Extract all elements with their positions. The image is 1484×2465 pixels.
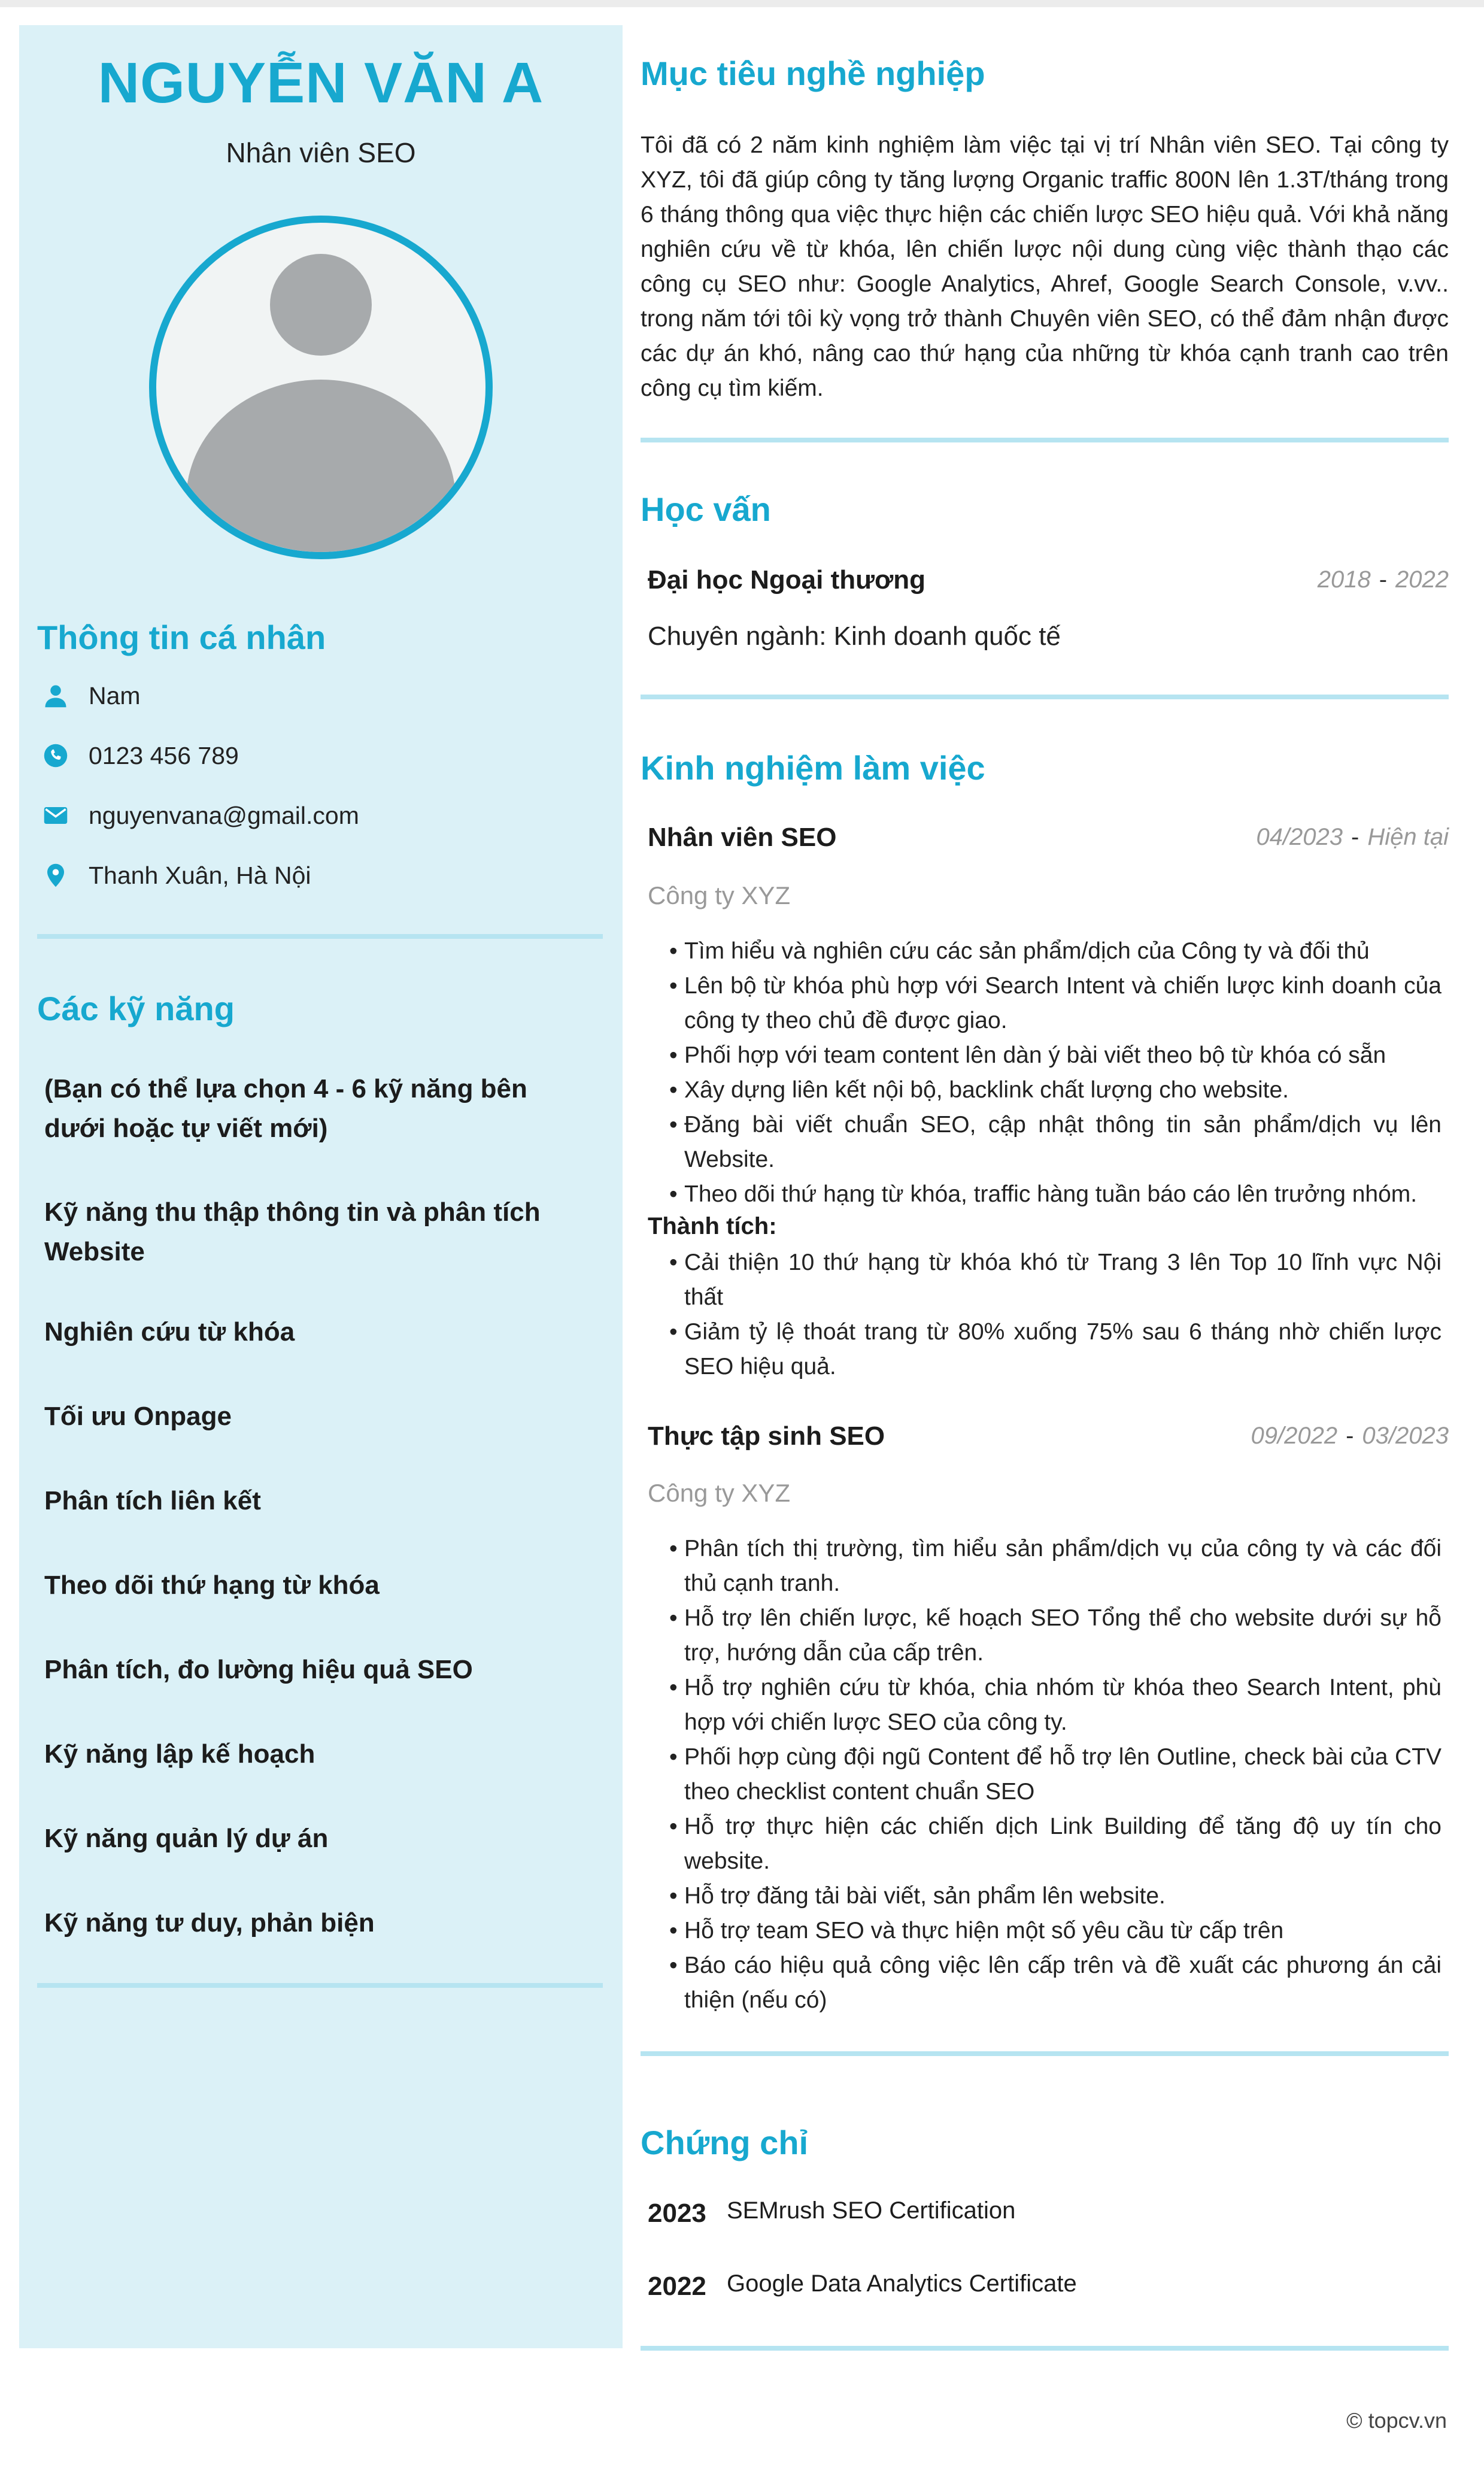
education-heading: Học vấn [641, 490, 771, 528]
avatar-head-shape [270, 254, 372, 356]
education-start: 2018 [1317, 566, 1371, 593]
school-name: Đại học Ngoại thương [648, 565, 926, 595]
person-icon [43, 683, 68, 708]
skill-item: Phân tích liên kết [44, 1486, 261, 1515]
skill-item: (Bạn có thể lựa chọn 4 - 6 kỹ năng bên dưới hoặc tự viết mới) [44, 1074, 527, 1143]
experience-heading: Kinh nghiệm làm việc [641, 749, 985, 787]
info-row-gender [43, 678, 141, 714]
objective-text: Tôi đã có 2 năm kinh nghiệm làm việc tại vị trí Nhân viên SEO. Tại công ty XYZ, tôi đã giúp công ty tăng lượng Organic traffic 800N lên 1.3T/tháng trong 6 tháng thông qua việc thực hiện các chiến lược SEO hiệu quả. Với khả năng nghiên cứu về từ khóa, lên chiến lược nội dung cùng việc thành thạo các công cụ SEO như: Google Analytics, Ahref, Google Search Console, v.vv.. trong năm tới tôi kỳ vọng trở thành Chuyên viên SEO, có thể đảm nhận được các dự án khó, nâng cao thứ hạng của những từ khóa cạnh tranh cao trên công cụ tìm kiếm. [641, 132, 1449, 401]
job-title: Nhân viên SEO [648, 823, 837, 852]
job-company: Công ty XYZ [648, 881, 791, 909]
objective-heading: Mục tiêu nghề nghiệp [641, 54, 985, 92]
left-sidebar [19, 25, 623, 2348]
list-item: • Lên bộ từ khóa phù hợp với Search Intent và chiến lược kinh doanh của công ty theo chủ đề được giao. [669, 969, 1441, 1038]
list-item: • Hỗ trợ nghiên cứu từ khóa, chia nhóm từ khóa theo Search Intent, phù hợp với chiến lược SEO của công ty. [669, 1670, 1441, 1740]
education-dates [1318, 566, 1449, 593]
list-item: • Giảm tỷ lệ thoát trang từ 80% xuống 75% sau 6 tháng nhờ chiến lược SEO hiệu quả. [669, 1315, 1441, 1384]
list-item: • Hỗ trợ đăng tải bài viết, sản phẩm lên website. [669, 1879, 1441, 1914]
personal-info-heading: Thông tin cá nhân [37, 618, 326, 656]
list-item: • Tìm hiểu và nghiên cứu các sản phẩm/dịch của Công ty và đối thủ [669, 934, 1441, 969]
divider [641, 695, 1449, 699]
candidate-role: Nhân viên SEO [226, 137, 416, 168]
avatar [149, 216, 493, 559]
job-task-list [669, 934, 1441, 1212]
certificate-name: SEMrush SEO Certification [727, 2197, 1016, 2224]
skill-item: Tối ưu Onpage [44, 1402, 232, 1431]
list-item: • Phân tích thị trường, tìm hiểu sản phẩm/dịch vụ của công ty và các đối thủ cạnh tranh. [669, 1532, 1441, 1601]
skill-item: Kỹ năng quản lý dự án [44, 1824, 329, 1853]
list-item: • Theo dõi thứ hạng từ khóa, traffic hàng tuần báo cáo lên trưởng nhóm. [669, 1177, 1441, 1212]
info-row-email [43, 798, 359, 833]
education-major: Chuyên ngành: Kinh doanh quốc tế [648, 621, 1061, 651]
location-icon [43, 863, 68, 888]
info-row-location [43, 857, 311, 893]
list-item: • Hỗ trợ thực hiện các chiến dịch Link Building để tăng độ uy tín cho website. [669, 1809, 1441, 1879]
gender-value: Nam [89, 681, 141, 710]
footer-credit: © topcv.vn [1346, 2408, 1447, 2433]
info-row-phone [43, 738, 239, 774]
skills-heading: Các kỹ năng [37, 990, 235, 1027]
avatar-body-shape [186, 380, 456, 559]
job-dates [1256, 824, 1449, 851]
list-item: • Báo cáo hiệu quả công việc lên cấp trên và đề xuất các phương án cải thiện (nếu có) [669, 1948, 1441, 2018]
certificate-year: 2023 [648, 2199, 706, 2228]
list-item: • Đăng bài viết chuẩn SEO, cập nhật thông tin sản phẩm/dịch vụ lên Website. [669, 1108, 1441, 1177]
location-value: Thanh Xuân, Hà Nội [89, 861, 311, 889]
list-item: • Hỗ trợ team SEO và thực hiện một số yêu cầu từ cấp trên [669, 1914, 1441, 1948]
job-start: 09/2022 [1251, 1423, 1338, 1449]
phone-icon [43, 743, 68, 768]
date-separator: - [1346, 1423, 1354, 1449]
list-item: • Hỗ trợ lên chiến lược, kế hoạch SEO Tổng thể cho website dưới sự hỗ trợ, hướng dẫn của cấp trên. [669, 1601, 1441, 1670]
skill-item: Kỹ năng thu thập thông tin và phân tích Website [44, 1197, 541, 1266]
divider [641, 2346, 1449, 2351]
job-title: Thực tập sinh SEO [648, 1421, 885, 1451]
achievement-list [669, 1245, 1441, 1384]
email-value: nguyenvana@gmail.com [89, 801, 359, 829]
date-separator: - [1351, 824, 1359, 850]
skill-item: Phân tích, đo lường hiệu quả SEO [44, 1655, 473, 1684]
certificate-name: Google Data Analytics Certificate [727, 2270, 1077, 2297]
top-bar [0, 0, 1484, 7]
achievements-label: Thành tích: [648, 1213, 777, 1239]
skill-item: Nghiên cứu từ khóa [44, 1317, 295, 1347]
skill-item: Theo dõi thứ hạng từ khóa [44, 1570, 380, 1600]
email-icon [43, 803, 68, 828]
candidate-name: NGUYỄN VĂN A [98, 51, 544, 115]
list-item: • Phối hợp với team content lên dàn ý bài viết theo bộ từ khóa có sẵn [669, 1038, 1441, 1073]
list-item: • Phối hợp cùng đội ngũ Content để hỗ trợ lên Outline, check bài của CTV theo checklist content chuẩn SEO [669, 1740, 1441, 1809]
divider [37, 934, 603, 939]
phone-value: 0123 456 789 [89, 741, 239, 769]
divider [641, 2051, 1449, 2056]
job-end: Hiện tại [1367, 824, 1449, 850]
list-item: • Xây dựng liên kết nội bộ, backlink chất lượng cho website. [669, 1073, 1441, 1108]
job-end: 03/2023 [1362, 1423, 1449, 1449]
certificate-year: 2022 [648, 2272, 706, 2301]
job-task-list [669, 1532, 1441, 2018]
job-start: 04/2023 [1256, 824, 1343, 850]
certificates-heading: Chứng chỉ [641, 2124, 809, 2161]
job-dates [1251, 1423, 1449, 1450]
divider [641, 438, 1449, 442]
skill-item: Kỹ năng lập kế hoạch [44, 1739, 315, 1769]
job-company: Công ty XYZ [648, 1479, 791, 1507]
skill-item: Kỹ năng tư duy, phản biện [44, 1908, 375, 1938]
date-separator: - [1379, 566, 1388, 593]
divider [37, 1983, 603, 1988]
list-item: • Cải thiện 10 thứ hạng từ khóa khó từ Trang 3 lên Top 10 lĩnh vực Nội thất [669, 1245, 1441, 1315]
education-end: 2022 [1395, 566, 1449, 593]
